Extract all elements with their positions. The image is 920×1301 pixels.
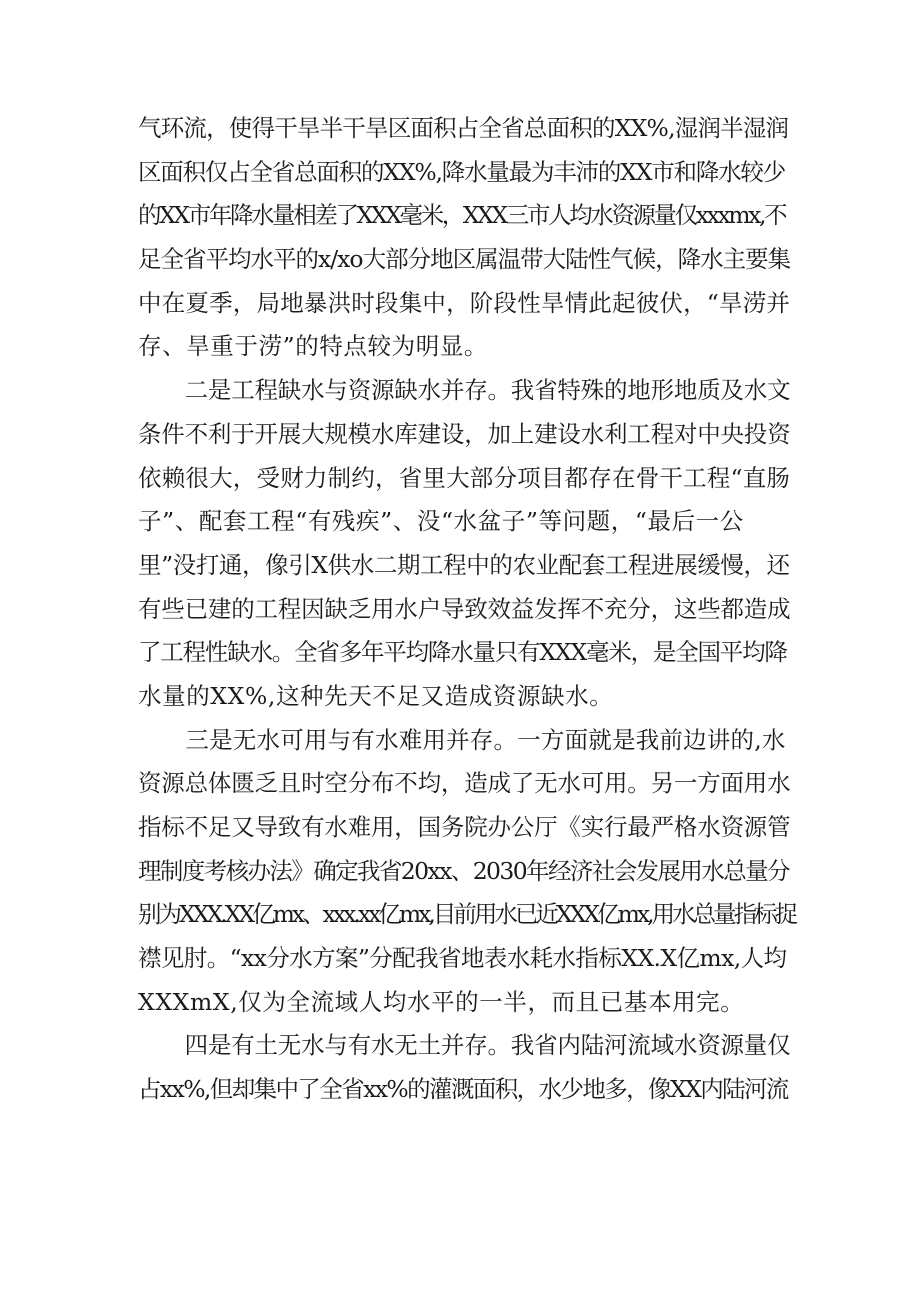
text-line: 气环流，使得干旱半干旱区面积占全省总面积的XX%,湿润半湿润 <box>138 114 789 142</box>
text-line: 占xx%,但却集中了全省xx%的灌溉面积，水少地多，像XX内陆河流 <box>138 1075 788 1104</box>
text-line: 襟见肘。“xx分水方案”分配我省地表水耗水指标XX.X亿mx,人均 <box>138 944 787 973</box>
text-line: 区面积仅占全省总面积的XX%,降水量最为丰沛的XX市和降水较少 <box>138 157 786 186</box>
text-line: 理制度考核办法》确定我省20xx、2030年经济社会发展用水总量分 <box>138 856 789 885</box>
text-line: 子”、配套工程“有残疾”、没“水盆子”等问题，“最后一公 <box>138 507 744 536</box>
text-line: 里”没打通，像引X供水二期工程中的农业配套工程进展缓慢，还 <box>138 550 790 579</box>
text-line: 存、旱重于涝”的特点较为明显。 <box>138 332 489 361</box>
text-line: 资源总体匮乏且时空分布不均，造成了无水可用。另一方面用水 <box>138 769 791 798</box>
text-line: XXXmX,仅为全流域人均水平的一半，而且已基本用完。 <box>138 987 745 1016</box>
text-line: 三是无水可用与有水难用并存。一方面就是我前边讲的,水 <box>138 725 786 754</box>
text-line: 水量的XX%,这种先天不足又造成资源缺水。 <box>138 681 614 710</box>
text-line: 足全省平均水平的x/xo大部分地区属温带大陆性气候，降水主要集 <box>138 245 791 274</box>
text-line: 指标不足又导致有水难用，国务院办公厅《实行最严格水资源管 <box>138 813 791 841</box>
body-text <box>138 107 796 1112</box>
text-line: 的XX市年降水量相差了XXX毫米，XXX三市人均水资源量仅xxxmx,不 <box>138 201 786 230</box>
paragraph-climate <box>138 107 791 369</box>
paragraph-engineering-shortage <box>138 369 791 719</box>
text-line: 别为XXX.XX亿mx、xxx.xx亿mx,目前用水已近XXX亿mx,用水总量指标捉 <box>138 900 796 929</box>
text-line: 四是有土无水与有水无土并存。我省内陆河流域水资源量仅 <box>138 1031 791 1060</box>
paragraph-water-availability <box>138 719 796 1025</box>
text-line: 有些已建的工程因缺乏用水户导致效益发挥不充分，这些都造成 <box>138 594 791 623</box>
paragraph-land-water <box>138 1024 791 1111</box>
text-line: 中在夏季，局地暴洪时段集中，阶段性旱情此起彼伏，“旱涝并 <box>138 288 791 317</box>
text-line: 条件不利于开展大规模水库建设，加上建设水利工程对中央投资 <box>138 419 791 448</box>
text-line: 依赖很大，受财力制约，省里大部分项目都存在骨干工程“直肠 <box>138 463 791 492</box>
text-line: 二是工程缺水与资源缺水并存。我省特殊的地形地质及水文 <box>138 376 791 405</box>
text-line: 了工程性缺水。全省多年平均降水量只有XXX毫米，是全国平均降 <box>138 638 787 667</box>
